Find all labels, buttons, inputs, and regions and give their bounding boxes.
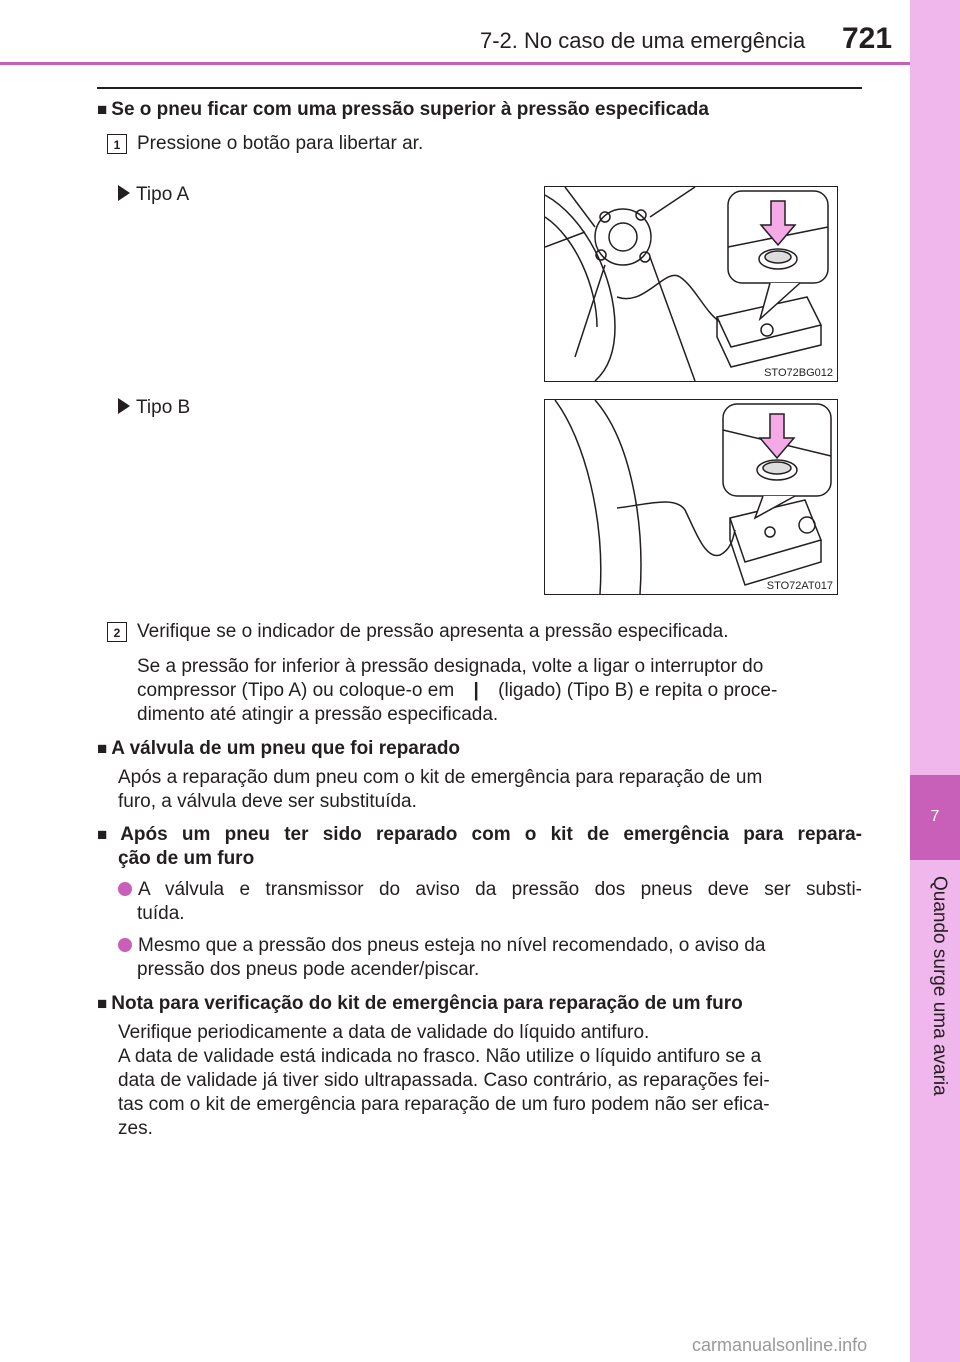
- step-1-badge: 1: [107, 134, 127, 154]
- section3-heading-line-2: ção de um furo: [118, 848, 255, 869]
- figure-type-b: [544, 399, 838, 595]
- section3-bullet-2-line-1: Mesmo que a pressão dos pneus esteja no nível recomendado, o aviso da: [118, 934, 765, 958]
- figure-a-code: STO72BG012: [764, 367, 833, 379]
- section2-text-line-1: Após a reparação dum pneu com o kit de emergência para reparação de um: [118, 767, 763, 788]
- section4-line-5: zes.: [118, 1118, 153, 1139]
- section4-line-4: tas com o kit de emergência para reparação de um furo podem não ser efica-: [118, 1094, 770, 1115]
- header-divider: [0, 62, 910, 65]
- chapter-number: 7: [930, 808, 940, 825]
- figure-type-b-illustration: [545, 400, 837, 594]
- step-2-detail-line-1: Se a pressão for inferior à pressão designada, volte a ligar o interruptor do: [137, 656, 764, 677]
- section4-heading: ■ Nota para verificação do kit de emergência para reparação de um furo: [97, 993, 743, 1014]
- step-2-badge: 2: [107, 622, 127, 642]
- section4-line-1: Verifique periodicamente a data de validade do líquido antifuro.: [118, 1022, 650, 1043]
- section4-line-3: data de validade já tiver sido ultrapassada. Caso contrário, as reparações fei-: [118, 1070, 770, 1091]
- square-bullet-icon: ■: [97, 994, 108, 1013]
- figure-b-code: STO72AT017: [766, 580, 833, 592]
- on-symbol: |: [473, 680, 479, 701]
- circle-bullet-icon: [118, 938, 132, 952]
- section2-text-line-2: furo, a válvula deve ser substituída.: [118, 791, 417, 812]
- figure-type-a: [544, 186, 838, 382]
- chapter-title: Quando surge uma avaria: [929, 876, 950, 1096]
- content-top-rule: [97, 87, 862, 89]
- step-1-text: Pressione o botão para libertar ar.: [137, 133, 424, 154]
- section2-heading: ■ A válvula de um pneu que foi reparado: [97, 738, 461, 759]
- section3-bullet-2-line-2: pressão dos pneus pode acender/piscar.: [137, 959, 480, 980]
- step-2-detail-line-2: compressor (Tipo A) ou coloque-o em | (ligado) (Tipo B) e repita o proce-: [137, 680, 778, 701]
- section-title: 7-2. No caso de uma emergência: [480, 28, 806, 53]
- square-bullet-icon: ■: [97, 739, 108, 758]
- watermark: carmanualsonline.info: [692, 1335, 868, 1355]
- section3-bullet-1-line-1: A válvula e transmissor do aviso da pressão dos pneus deve ser substi-: [118, 878, 862, 902]
- section4-line-2: A data de validade está indicada no frasco. Não utilize o líquido antifuro se a: [118, 1046, 762, 1067]
- page-number: 721: [842, 22, 893, 55]
- step-2-text: Verifique se o indicador de pressão apresenta a pressão especificada.: [137, 621, 729, 642]
- section1-heading: ■ Se o pneu ficar com uma pressão superior à pressão especificada: [97, 99, 709, 120]
- type-a-label: Tipo A: [118, 183, 189, 207]
- triangle-bullet-icon: [118, 185, 130, 201]
- section3-bullet-1-line-2: tuída.: [137, 903, 185, 924]
- type-b-label: Tipo B: [118, 396, 190, 420]
- square-bullet-icon: ■: [97, 825, 117, 844]
- section3-heading-line-1: ■ Após um pneu ter sido reparado com o kit de emergência para repara-: [97, 824, 862, 845]
- step-2-detail-line-3: dimento até atingir a pressão especificada.: [137, 704, 499, 725]
- figure-type-a-illustration: [545, 187, 837, 381]
- triangle-bullet-icon: [118, 398, 130, 414]
- circle-bullet-icon: [118, 882, 132, 896]
- square-bullet-icon: ■: [97, 100, 108, 119]
